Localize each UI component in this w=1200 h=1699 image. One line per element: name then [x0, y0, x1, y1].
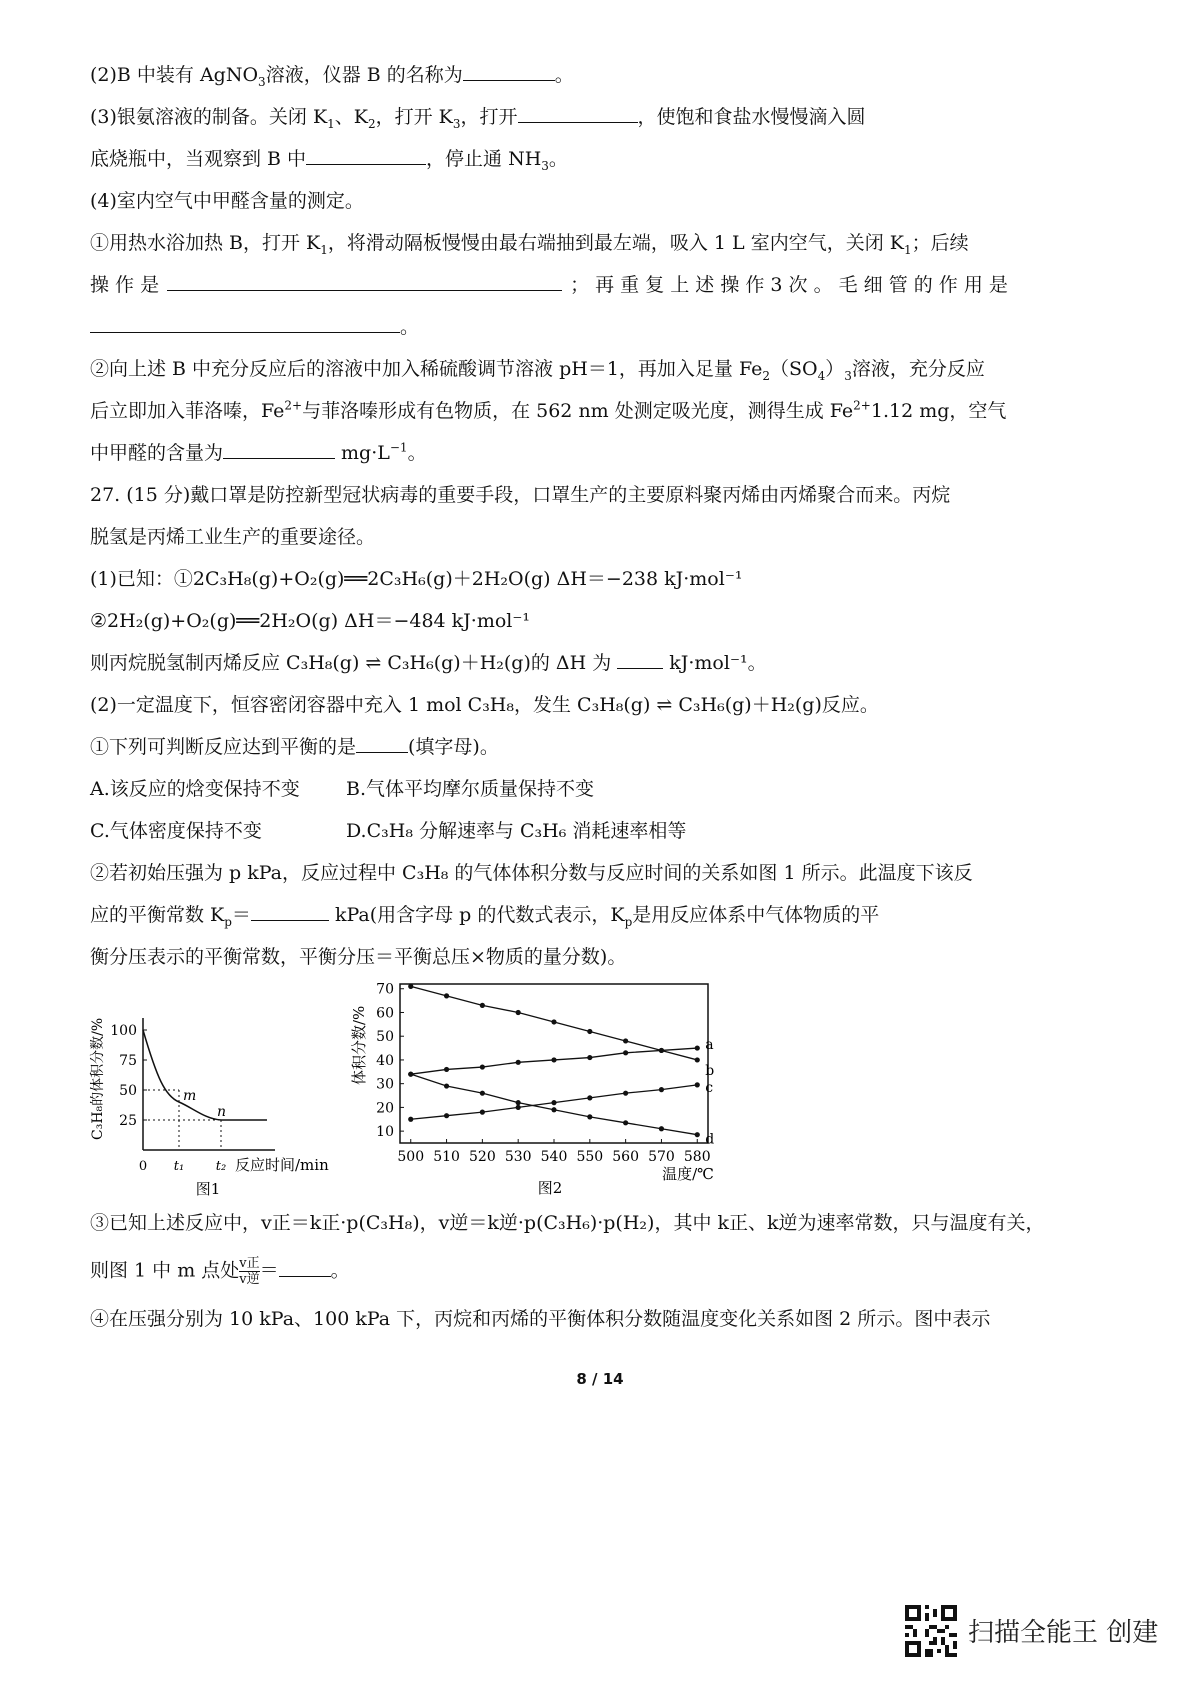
y-tick-label: 70 [376, 981, 394, 998]
q4-title: (4)室内空气中甲醛含量的测定。 [90, 190, 364, 212]
series-c-point [480, 1110, 485, 1115]
y-tick-label: 10 [376, 1124, 394, 1141]
series-c-point [695, 1082, 700, 1087]
series-b-point [551, 1019, 556, 1024]
equation-2: ②2H₂(g)+O₂(g)══2H₂O(g) ΔH＝−484 kJ·mol⁻¹ [90, 610, 531, 632]
y-tick-label: 30 [376, 1076, 394, 1093]
answer-blank[interactable] [251, 902, 329, 921]
y-tick-label: 25 [119, 1113, 137, 1129]
options-row-1: A.该反应的焓变保持不变 B.气体平均摩尔质量保持不变 [90, 778, 595, 800]
x-tick-label: t₁ [173, 1159, 185, 1174]
q27-2-2-line-2: 应的平衡常数 $K_p= kPa$(用含字母 p 的代数式表示，$K_p$是用反应体系中气体物质的平 [90, 904, 880, 929]
q4-2-line-1: ②向上述 B 中充分反应后的溶液中加入稀硫酸调节溶液 pH＝1，再加入足量 $Fe_2(SO_4)_3$溶液，充分反应 [90, 358, 985, 383]
series-b-point [623, 1038, 628, 1043]
series-c-point [623, 1091, 628, 1096]
q27-2-4-line: ④在压强分别为 10 kPa、100 kPa 下，丙烷和丙烯的平衡体积分数随温度变化关系如图 2 所示。图中表示 [90, 1308, 991, 1330]
velocity-ratio: $\frac{\text{v正}}{\text{v逆}}$ [239, 1256, 260, 1287]
watermark-text: 扫描全能王 创建 [968, 1618, 1159, 1648]
series-b-point [695, 1057, 700, 1062]
series-c-point [551, 1100, 556, 1105]
series-c-point [659, 1087, 664, 1092]
x-tick-label: 500 [397, 1149, 425, 1165]
answer-blank[interactable] [167, 272, 562, 291]
q3-line-2: 底烧瓶中，当观察到 B 中 ，停止通 $NH_3$。 [90, 148, 568, 173]
series-a-point [587, 1055, 592, 1060]
answer-blank[interactable] [90, 314, 400, 333]
series-d-point [408, 1072, 413, 1077]
series-a-point [480, 1064, 485, 1069]
figure-1-caption: 图1 [195, 1180, 221, 1198]
series-b-point [408, 984, 413, 989]
figure-1-chart [80, 1000, 380, 1200]
y-tick-label: 100 [110, 1023, 137, 1039]
q4-1-line-1: ①用热水浴加热 B，打开 $K_1$，将滑动隔板慢慢由最右端抽到最左端，吸入 1 L 室内空气，关闭 $K_1$；后续 [90, 232, 969, 257]
answer-blank[interactable] [463, 62, 555, 81]
q27-2-3-line-1: ③已知上述反应中，v正＝k正·p(C₃H₈)，v逆＝k逆·p(C₃H₆)·p(H₂)，其中 k正、k逆为速率常数，只与温度有关， [90, 1212, 1045, 1234]
q27-2-2-line-1: ②若初始压强为 p kPa，反应过程中 C₃H₈ 的气体体积分数与反应时间的关系如图 1 所示。此温度下该反 [90, 862, 973, 884]
point-m-label: m [183, 1088, 197, 1104]
y-axis-label: C₃H₈的体积分数/% [90, 1017, 106, 1140]
equation-3: 则丙烷脱氢制丙烯反应 C₃H₈(g) ⇌ C₃H₆(g)＋H₂(g)的 ΔH 为 kJ·mol⁻¹。 [90, 652, 767, 674]
x-tick-label: 0 [138, 1159, 148, 1174]
figure-2-caption: 图2 [537, 1179, 563, 1197]
q4-1-line-3: 。 [90, 314, 419, 340]
q4-2-line-2: 后立即加入菲洛嗪，$Fe^{2+}$与菲洛嗪形成有色物质，在 562 nm 处测定吸光度，测得生成 $Fe^{2+}1.12$ mg，空气 [90, 398, 1007, 422]
q27-2-1-line: ①下列可判断反应达到平衡的是 (填字母)。 [90, 736, 499, 758]
x-axis-label: 反应时间/min [235, 1156, 329, 1174]
q4-2-line-3: 中甲醛的含量为 $mg\cdot L^{-1}$。 [90, 440, 427, 464]
q3-line-1: (3)银氨溶液的制备。关闭 $K_1$、$K_2$，打开 $K_3$，打开 ，使饱和食盐水慢慢滴入圆 [90, 106, 866, 131]
y-tick-label: 20 [376, 1100, 394, 1117]
q27-2-line: (2)一定温度下，恒容密闭容器中充入 1 mol C₃H₈，发生 C₃H₈(g) ⇌ C₃H₆(g)＋H₂(g)反应。 [90, 694, 879, 716]
x-tick-label: 540 [540, 1149, 568, 1165]
series-d-point [659, 1126, 664, 1131]
y-tick-label: 75 [119, 1053, 137, 1069]
series-b-point [659, 1048, 664, 1053]
series-b-point [516, 1010, 521, 1015]
q4-1-line-2: 操 作 是 ； 再 重 复 上 述 操 作 3 次 。 毛 细 管 的 作 用 是 [90, 274, 1008, 296]
equation-1: (1)已知：①2C₃H₈(g)+O₂(g)══2C₃H₆(g)＋2H₂O(g) ΔH＝−238 kJ·mol⁻¹ [90, 568, 743, 590]
series-c-label: c [705, 1079, 714, 1096]
series-a-point [695, 1045, 700, 1050]
answer-blank[interactable] [617, 650, 663, 669]
series-d-point [695, 1132, 700, 1137]
series-b-point [587, 1029, 592, 1034]
series-a-point [444, 1067, 449, 1072]
x-axis-label: 温度/℃ [662, 1165, 714, 1183]
figure-2-chart [340, 978, 740, 1200]
x-tick-label: t₂ [215, 1159, 227, 1174]
series-d-point [587, 1114, 592, 1119]
x-tick-label: 520 [469, 1149, 496, 1165]
y-tick-label: 50 [376, 1029, 394, 1046]
series-a-point [516, 1060, 521, 1065]
x-tick-label: 580 [683, 1149, 711, 1165]
x-tick-label: 560 [612, 1149, 639, 1165]
answer-blank[interactable] [356, 734, 408, 753]
options-row-2: C.气体密度保持不变 D.C₃H₈ 分解速率与 C₃H₆ 消耗速率相等 [90, 820, 687, 842]
series-d-point [551, 1107, 556, 1112]
plot-frame [400, 984, 708, 1143]
series-c-point [444, 1113, 449, 1118]
series-c-point [587, 1095, 592, 1100]
y-tick-label: 40 [376, 1052, 394, 1069]
qr-code-icon [905, 1605, 957, 1657]
q27-2-3-line-2: 则图 1 中 m 点处 $\frac{\text{v正}}{\text{v逆}}$ ＝ 。 [90, 1256, 350, 1287]
q27-2-2-line-3: 衡分压表示的平衡常数，平衡分压＝平衡总压×物质的量分数)。 [90, 946, 627, 968]
point-n-label: n [217, 1104, 227, 1120]
answer-blank[interactable] [223, 440, 335, 459]
series-a-point [551, 1057, 556, 1062]
series-d-point [516, 1100, 521, 1105]
q2-line: (2)B 中装有 AgNO$_3$溶液，仪器 B 的名称为 。 [90, 64, 574, 89]
x-tick-label: 530 [504, 1149, 532, 1165]
series-c-point [408, 1117, 413, 1122]
answer-blank[interactable] [518, 104, 638, 123]
x-tick-label: 550 [576, 1149, 604, 1165]
series-d-point [480, 1091, 485, 1096]
series-a-label: a [705, 1037, 714, 1054]
y-axis-label: 体积分数/% [350, 1005, 368, 1085]
decay-curve [143, 1030, 221, 1120]
series-a-point [623, 1050, 628, 1055]
series-b-label: b [705, 1062, 715, 1079]
series-d-point [444, 1083, 449, 1088]
series-d-point [623, 1120, 628, 1125]
series-d-label: d [705, 1131, 715, 1148]
answer-blank[interactable] [279, 1258, 331, 1277]
q27-line-1: 27. (15 分)戴口罩是防控新型冠状病毒的重要手段，口罩生产的主要原料聚丙烯由丙烯聚合而来。丙烷 [90, 484, 951, 506]
answer-blank[interactable] [306, 146, 426, 165]
series-c-point [516, 1105, 521, 1110]
y-tick-label: 50 [119, 1083, 137, 1099]
page-number: 8 / 14 [576, 1370, 624, 1388]
x-tick-label: 570 [648, 1149, 675, 1165]
x-tick-label: 510 [433, 1149, 460, 1165]
series-b-point [480, 1003, 485, 1008]
q27-line-2: 脱氢是丙烯工业生产的重要途径。 [90, 526, 376, 548]
series-b-point [444, 993, 449, 998]
y-tick-label: 60 [376, 1005, 394, 1022]
